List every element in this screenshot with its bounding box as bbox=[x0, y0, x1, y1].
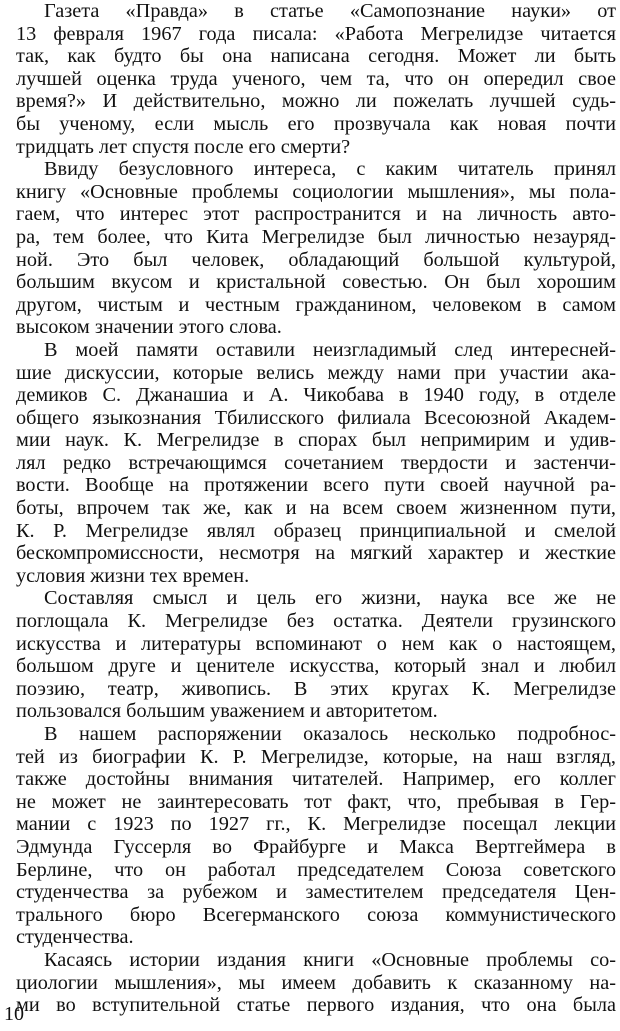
text-line: шие дискуссии, которые велись между нами при участии ака- bbox=[16, 361, 616, 384]
text-line: пользовался большим уважением и авторитетом. bbox=[16, 700, 438, 723]
text-line: боты, впрочем так же, как и на всем своем жизненном пути, bbox=[16, 497, 616, 520]
text-line: другом, чистым и честным гражданином, человеком в самом bbox=[16, 293, 616, 316]
text-line: Касаясь истории издания книги «Основные проблемы со- bbox=[44, 948, 616, 971]
text-line: бескомпромиссности, несмотря на мягкий характер и жесткие bbox=[16, 542, 616, 565]
text-line: вости. Вообще на протяжении всего пути своей научной ра- bbox=[16, 474, 616, 497]
text-line: Ввиду безусловного интереса, с каким читатель принял bbox=[44, 158, 616, 181]
text-line: мании с 1923 по 1927 гг., К. Мегрелидзе посещал лекции bbox=[16, 813, 616, 836]
text-line: студенчества за рубежом и заместителем председателя Цен- bbox=[16, 881, 616, 904]
text-line: ра, тем более, что Кита Мегрелидзе был личностью незауряд- bbox=[16, 225, 616, 248]
text-line: книгу «Основные проблемы социологии мышления», мы пола- bbox=[16, 180, 616, 203]
paragraph-3 bbox=[16, 339, 616, 588]
paragraph-5 bbox=[16, 723, 616, 949]
text-line: студенчества. bbox=[16, 926, 134, 949]
body-text bbox=[16, 0, 616, 1017]
text-line: трального бюро Всегерманского союза коммунистического bbox=[16, 903, 616, 926]
text-line: не может не заинтересовать тот факт, что, пребывая в Гер- bbox=[16, 790, 616, 813]
text-line: бы ученому, если мысль его прозвучала как новая почти bbox=[16, 112, 616, 135]
text-line: циологии мышления», мы имеем добавить к сказанному на- bbox=[16, 971, 616, 994]
text-line: мии наук. К. Мегрелидзе в спорах был непримирим и удив- bbox=[16, 429, 616, 452]
text-line: ной. Это был человек, обладающий большой культурой, bbox=[16, 248, 616, 271]
text-line: время?» И действительно, можно ли пожелать лучшей судь- bbox=[16, 90, 616, 113]
text-line: условия жизни тех времен. bbox=[16, 564, 250, 587]
text-line: 13 февраля 1967 года писала: «Работа Мегрелидзе читается bbox=[16, 22, 616, 45]
text-line: тридцать лет спустя после его смерти? bbox=[16, 135, 351, 158]
text-line: гаем, что интерес этот распространится и на личность авто- bbox=[16, 203, 616, 226]
text-line: также достойны внимания читателей. Например, его коллег bbox=[16, 768, 616, 791]
text-line: общего языкознания Тбилисского филиала Всесоюзной Академ- bbox=[16, 406, 616, 429]
text-line: Берлине, что он работал председателем Союза советского bbox=[16, 858, 616, 881]
text-line: демиков С. Джанашиа и А. Чикобава в 1940 году, в отделе bbox=[16, 384, 616, 407]
text-line: К. Р. Мегрелидзе являл образец принципиальной и смелой bbox=[16, 519, 616, 542]
paragraph-1 bbox=[16, 0, 616, 158]
text-line: поэзию, театр, живопись. В этих кругах К. Мегрелидзе bbox=[16, 677, 616, 700]
text-line: поглощала К. Мегрелидзе без остатка. Деятели грузинского bbox=[16, 610, 616, 633]
text-line: Составляя смысл и цель его жизни, наука все же не bbox=[44, 587, 616, 610]
text-line: лучшей оценка труда ученого, чем та, что он опередил свое bbox=[16, 67, 616, 90]
text-line: большим вкусом и кристальной совестью. Он был хорошим bbox=[16, 271, 616, 294]
paragraph-6 bbox=[16, 949, 616, 1017]
text-line: В нашем распоряжении оказалось несколько подробнос- bbox=[44, 723, 616, 745]
text-line: Газета «Правда» в статье «Самопознание науки» от bbox=[44, 0, 616, 22]
text-line: Эдмунда Гуссерля во Фрайбурге и Макса Вертгеймера в bbox=[16, 835, 616, 858]
paragraph-4 bbox=[16, 587, 616, 723]
page-number: 10 bbox=[4, 1003, 24, 1025]
text-line: так, как будто бы она написана сегодня. Может ли быть bbox=[16, 45, 616, 68]
text-line: В моей памяти оставили неизгладимый след интересней- bbox=[44, 338, 616, 361]
text-line: ми во вступительной статье первого издания, что она была bbox=[16, 994, 616, 1017]
text-line: тей из биографии К. Р. Мегрелидзе, которые, на наш взгляд, bbox=[16, 745, 616, 768]
text-line: искусства и литературы вспоминают о нем как о настоящем, bbox=[16, 632, 616, 655]
text-line: высоком значении этого слова. bbox=[16, 316, 282, 339]
text-line: лял редко встречающимся сочетанием твердости и застенчи- bbox=[16, 451, 616, 474]
paragraph-2 bbox=[16, 158, 616, 339]
text-line: большом друге и ценителе искусства, который знал и любил bbox=[16, 655, 616, 678]
